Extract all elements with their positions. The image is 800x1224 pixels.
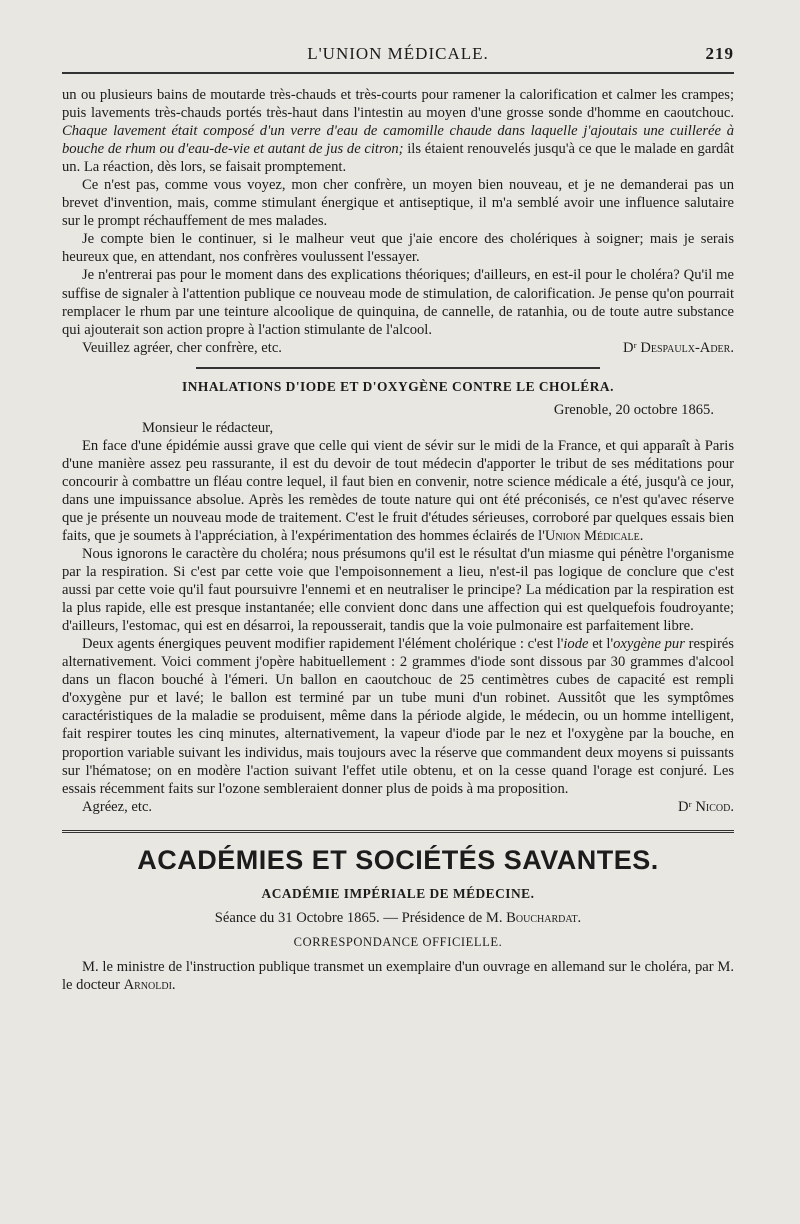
letter1-paragraph-2: Ce n'est pas, comme vous voyez, mon cher confrère, un moyen bien nouveau, et je ne demanderai pas un brevet d'invention, mais, comme stimulant énergique et antiseptique, il m'a semblé avoir une influence salutaire sur le prompt réchauffement de mes malades.: [62, 177, 734, 230]
dateline: Grenoble, 20 octobre 1865.: [553, 401, 714, 418]
term-oxygene: oxygène pur: [613, 636, 685, 653]
correspondence-title: CORRESPONDANCE OFFICIELLE.: [293, 934, 503, 949]
section-rule: [62, 830, 734, 833]
letter2-signature: [678, 798, 734, 816]
letter2-p3-b: et l': [588, 636, 614, 653]
letter1-paragraph-4: Je n'entrerai pas pour le moment dans des explications théoriques; d'ailleurs, en est-il pour le choléra? Qu'il me suffise de signaler à l'attention publique ce nouveau mode de stimulation, de calorification. Je pense qu'on pourrait remplacer le rhum par une teinture alcoolique de quinquina, de cannelle, de ratanhia, ou de toute autre substance qui ajouterait son action propre à l'action stimulante de l'alcool.: [62, 267, 734, 338]
letter1-signature-prefix: Dʳ: [622, 339, 641, 356]
letter1-paragraph-1: [62, 86, 734, 176]
letter2-signature-name: Nicod.: [695, 798, 734, 815]
letter1-p1-text: un ou plusieurs bains de moutarde très-chauds et très-courts pour ramener la calorification et calmer les crampes; puis lavements très-chauds portés très-haut dans l'intestin au moyen d'une grosse sonde d'homme en caoutchouc.: [62, 87, 734, 122]
header-rule: [62, 72, 734, 74]
letter1-paragraph-3: Je compte bien le continuer, si le malheur veut que j'aie encore des cholériques à soigner; mais je serais heureux que, en attendant, nos confrères voulussent l'essayer.: [62, 231, 734, 266]
letter1-closing: Veuillez agréer, cher confrère, etc.: [82, 339, 282, 356]
letter2-p3-a: Deux agents énergiques peuvent modifier rapidement l'élément cholérique : c'est l': [82, 636, 564, 653]
letter2-paragraph-2: Nous ignorons le caractère du choléra; nous présumons qu'il est le résultat d'un miasme qui pénètre l'organisme par la respiration. Si c'est par cette voie que l'empoisonnement a lieu, n'est-il pas logique de conclure que c'est aussi par cette voie qu'il faut poursuivre l'ennemi et en neutraliser le principe? La médication par la respiration est la plus rapide, elle est presque instantanée; elle convient donc dans une affection qui est quelquefois foudroyante; d'ailleurs, l'estomac, qui est en désarroi, la repousserait, tandis que la voie pulmonaire est parfaitement libre.: [62, 545, 734, 635]
letter1-signature: [623, 339, 734, 357]
letter1-signature-name: Despaulx-Ader.: [640, 339, 734, 356]
journal-name-ref: Union Médicale.: [544, 527, 644, 544]
letter2-p3-c: respirés alternativement. Voici comment j'opère habituellement : 2 grammes d'iode sont dissous par 30 grammes d'alcool dans un flacon bouché à l'émeri. Un ballon en caoutchouc de 25 centimètres cubes de capacité est rempli d'oxygène pur et lavé; le ballon est terminé par un tube muni d'un robinet. Aussitôt que les symptômes caractéristiques de la maladie se produisent, même dans la période algide, le médecin, ou un homme intelligent, fait respirer toutes les cinq minutes, alternativement, la vapeur d'iode par le nez et l'oxygène par la bouche, en proportion variable suivant les individus, mais toujours avec la réserve que commandent deux moyens si puissants sur l'hématose; on en modère l'action suivant l'effet utile obtenu, et on la cesse quand l'orage est conjuré. Les essais récemment faits sur l'ozone sembleraient donner plus de poids à ma proposition.: [62, 636, 734, 797]
letter2-signature-line: [62, 798, 734, 816]
correspondence-author: Arnoldi.: [123, 976, 176, 993]
letter1-signature-line: [62, 339, 734, 357]
session-text: Séance du 31 Octobre 1865. — Présidence de M.: [214, 909, 507, 926]
correspondence-text: M. le ministre de l'instruction publique transmet un exemplaire d'un ouvrage en allemand sur le choléra, par M. le docteur: [62, 958, 734, 993]
letter2-p1-text: En face d'une épidémie aussi grave que celle qui vient de sévir sur le midi de la France, et qui apparaît à Paris d'une manière assez peu rassurante, il est du devoir de tout médecin d'apporter le tribut de ses méditations pour concourir à combattre un fléau contre lequel, il faut bien en convenir, notre science médicale a été, jusqu'à ce jour, dans une impuissance absolue. Après les remèdes de toute nature qui ont été préconisés, ce n'est qu'avec réserve que je présente un nouveau mode de traitement. C'est le fruit d'études sérieuses, corroboré par quelques essais bien faits, que je soumets à l'appréciation, à l'expérimentation des hommes éclairés de l': [62, 437, 734, 544]
session-president: Bouchardat.: [506, 909, 582, 926]
session-line: [62, 910, 734, 927]
running-head: [62, 44, 734, 70]
letter2-signature-prefix: Dʳ: [678, 798, 696, 815]
separator-rule: [196, 367, 599, 369]
journal-title: L'UNION MÉDICALE.: [307, 44, 489, 63]
article-title: INHALATIONS D'IODE ET D'OXYGÈNE CONTRE LE CHOLÉRA.: [182, 378, 614, 394]
salutation: Monsieur le rédacteur,: [142, 419, 274, 436]
letter2-paragraph-1: [62, 437, 734, 545]
letter2-paragraph-3: [62, 635, 734, 797]
letter2-closing: Agréez, etc.: [82, 798, 153, 815]
page-number: 219: [705, 44, 734, 63]
term-iode: iode: [563, 636, 589, 653]
academy-title: ACADÉMIE IMPÉRIALE DE MÉDECINE.: [261, 885, 535, 901]
letter1-p1-italic: Chaque lavement était composé d'un verre d'eau de camomille chaude dans laquelle j'ajoutais une cuillerée à bouche de rhum ou d'eau-de-vie et autant de jus de citron;: [62, 123, 734, 158]
letter1-p1-tail: ils étaient renouvelés jusqu'à ce que le malade en gardât un. La réaction, dès lors, se faisait promptement.: [62, 141, 735, 176]
section-title: ACADÉMIES ET SOCIÉTÉS SAVANTES.: [137, 844, 659, 875]
correspondence-paragraph: [62, 958, 734, 994]
